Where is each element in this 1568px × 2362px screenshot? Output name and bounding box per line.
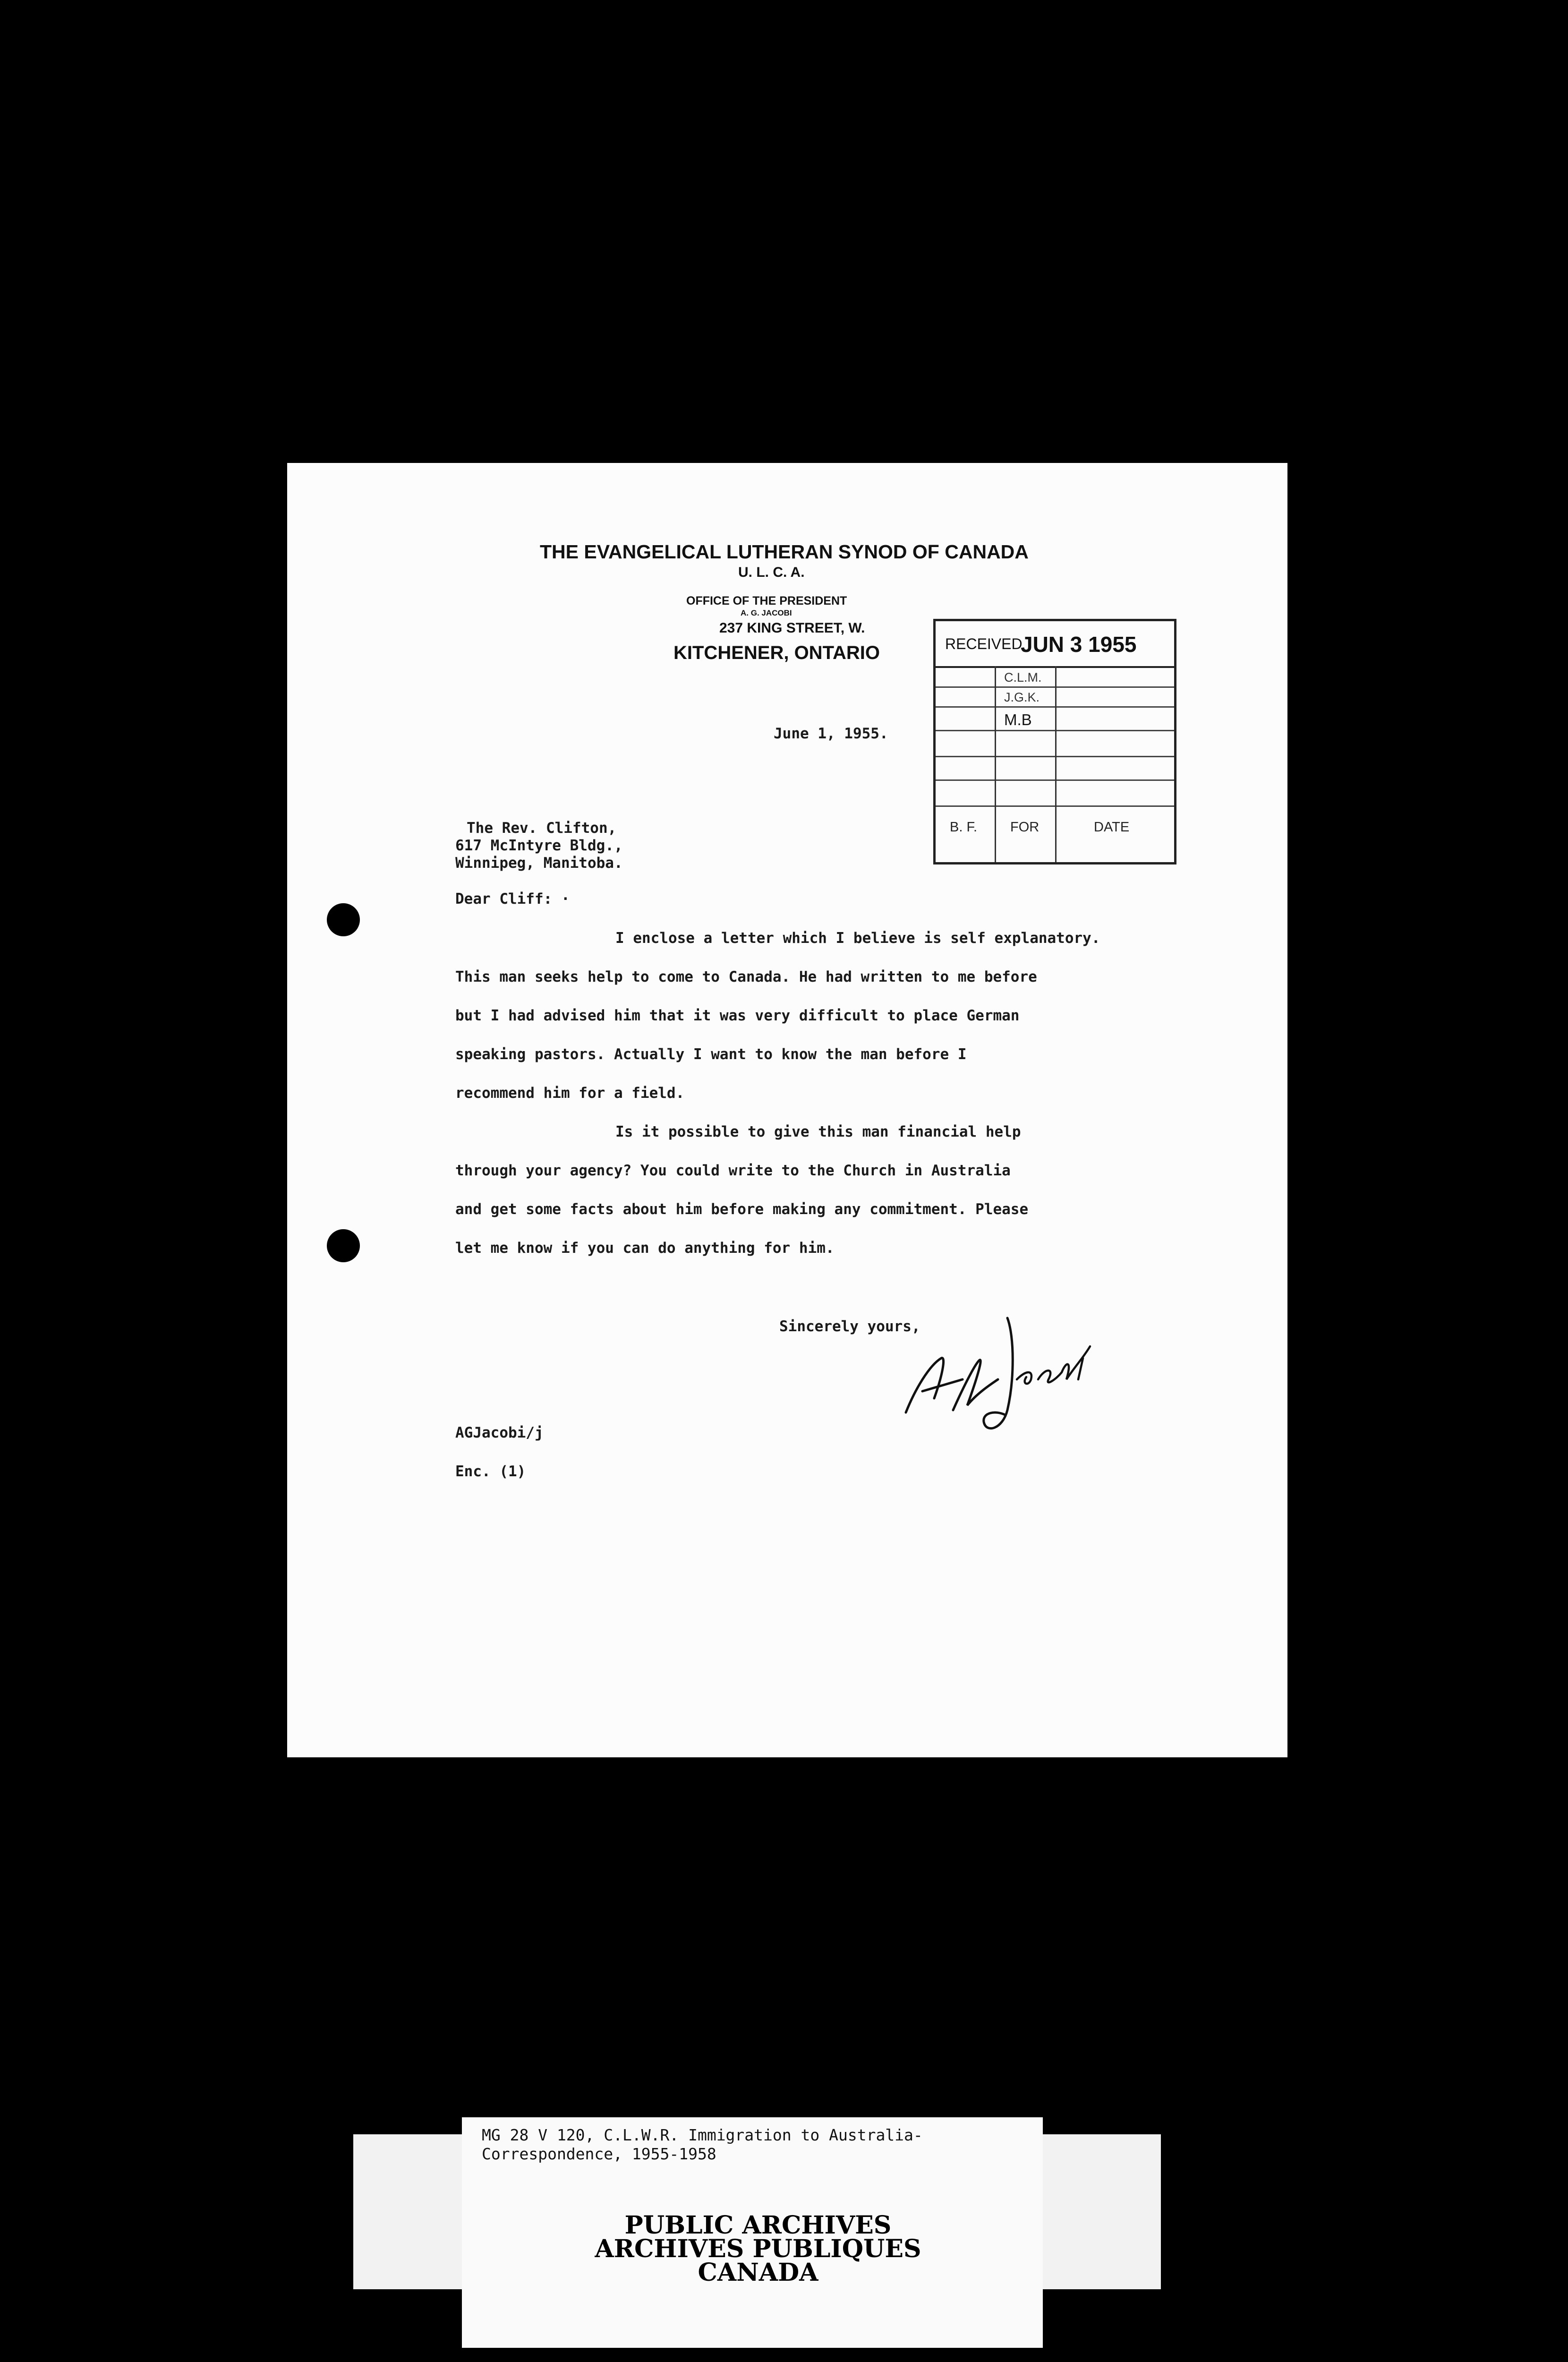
stamp-col-for: FOR [1010,820,1040,835]
letterhead-organization: THE EVANGELICAL LUTHERAN SYNOD OF CANADA [540,541,1029,563]
letter-date: June 1, 1955. [774,725,888,742]
letterhead-street: 237 KING STREET, W. [719,620,865,636]
received-stamp [933,619,1176,864]
closing: Sincerely yours, [779,1318,920,1335]
stamp-initial: J.G.K. [1004,690,1040,704]
archive-reference-line: MG 28 V 120, C.L.W.R. Immigration to Australia- [482,2126,923,2144]
enclosure: Enc. (1) [455,1463,526,1480]
archive-country: CANADA [698,2258,818,2287]
stamp-header [936,621,1174,668]
archive-institution-en: PUBLIC ARCHIVES [624,2211,892,2240]
archive-reference [482,2126,923,2164]
letterhead-city: KITCHENER, ONTARIO [673,642,880,663]
stamp-received-label: RECEIVED [945,635,1023,652]
stamp-col-date: DATE [1094,820,1130,835]
letterhead-office: OFFICE OF THE PRESIDENT [686,594,847,608]
stamp-initial: M.B [1004,711,1032,728]
archive-reference-line: Correspondence, 1955-1958 [482,2145,716,2163]
letter-page [287,463,1287,1757]
stamp-initial: C.L.M. [1004,670,1042,685]
punch-hole [327,903,360,936]
body-line: speaking pastors. Actually I want to know the man before I [455,1046,967,1063]
body-line: but I had advised him that it was very difficult to place German [455,1007,1020,1024]
letterhead-president: A. G. JACOBI [741,608,792,617]
body-line: and get some facts about him before making any commitment. Please [455,1201,1029,1218]
body-line: through your agency? You could write to the Church in Australia [455,1162,1011,1179]
archive-institution-fr: ARCHIVES PUBLIQUES [595,2234,921,2263]
recipient-line: The Rev. Clifton, [467,820,617,837]
stamp-divider [1055,666,1057,862]
punch-hole [327,1229,360,1262]
body-line: let me know if you can do anything for him. [455,1240,835,1257]
recipient-line: Winnipeg, Manitoba. [455,855,623,872]
letterhead-affiliation: U. L. C. A. [738,565,805,580]
signature-icon [896,1309,1095,1441]
stamp-divider [995,666,996,862]
salutation: Dear Cliff: · [455,890,570,907]
body-line: This man seeks help to come to Canada. He had written to me before [455,968,1037,985]
recipient-line: 617 McIntyre Bldg., [455,837,623,854]
stamp-received-date: JUN 3 1955 [1021,632,1137,657]
body-line: recommend him for a field. [455,1085,685,1102]
stamp-col-bf: B. F. [950,820,978,835]
body-line: Is it possible to give this man financial help [615,1123,1021,1140]
body-line: I enclose a letter which I believe is self explanatory. [615,930,1100,947]
typist-initials: AGJacobi/j [455,1424,544,1441]
